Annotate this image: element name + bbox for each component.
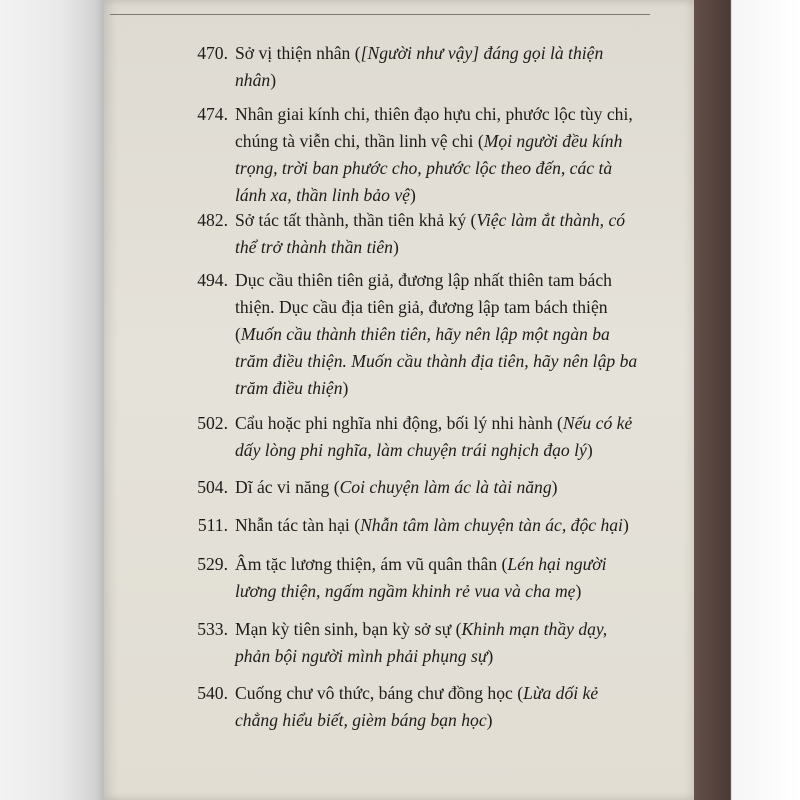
entry-number: 540. [197,683,228,703]
entry-translation: Coi chuyện làm ác là tài năng [339,477,552,497]
entry-470 [195,40,645,94]
entry-number: 529. [197,554,228,574]
entry-number: 533. [197,619,228,639]
entry-502 [195,410,645,464]
entry-text: Nhẫn tác tàn hại ( [235,515,361,535]
entry-close: ) [622,515,629,535]
entry-translation: Việc làm ắt thành, có thể trở thành thần tiên [235,210,626,257]
entry-text: Cuống chư vô thức, báng chư đồng học ( [235,683,524,703]
entry-translation: [Người như vậy] đáng gọi là thiện nhân [235,43,604,90]
entry-text: Sở tác tất thành, thần tiên khả ký ( [235,210,477,230]
entry-close: ) [392,237,399,257]
entry-number: 494. [197,270,228,290]
entry-494 [195,267,645,402]
entry-540 [195,680,645,734]
right-background [684,0,800,800]
entry-translation: Lén hại người lương thiện, ngấm ngầm khinh rẻ vua và cha mẹ [235,554,607,601]
entry-511 [195,512,645,539]
entry-number: 470. [197,43,228,63]
entry-close: ) [551,477,558,497]
entry-close: ) [575,581,582,601]
entry-533 [195,616,645,670]
entry-504 [195,474,645,501]
entry-translation: Mọi người đều kính trọng, trời ban phước cho, phước lộc theo đến, các tà lánh xa, thần linh bảo vệ [235,131,623,205]
entry-text: Cẩu hoặc phi nghĩa nhi động, bối lý nhi hành ( [235,413,563,433]
entry-text: Âm tặc lương thiện, ám vũ quân thân ( [235,554,508,574]
entry-translation: Khinh mạn thầy dạy, phản bội người mình phải phụng sự [235,619,608,666]
left-background [0,0,112,800]
top-rule [110,14,650,15]
entry-close: ) [487,646,494,666]
entry-number: 474. [197,104,228,124]
entry-translation: Lừa dối kẻ chẳng hiểu biết, gièm báng bạn học [235,683,599,730]
entry-text: Dĩ ác vi năng ( [235,477,340,497]
entry-text: Sở vị thiện nhân ( [235,43,361,63]
entry-text: Nhân giai kính chi, thiên đạo hựu chi, phước lộc tùy chi, chúng tà viễn chi, thần linh vệ chi ( [235,104,633,151]
entry-482 [195,207,645,261]
entry-number: 504. [197,477,228,497]
entry-close: ) [270,70,277,90]
entry-translation: Nếu có kẻ dấy lòng phi nghĩa, làm chuyện trái nghịch đạo lý [235,413,633,460]
entry-number: 502. [197,413,228,433]
entry-close: ) [409,185,416,205]
entry-529 [195,551,645,605]
entry-translation: Muốn cầu thành thiên tiên, hãy nên lập một ngàn ba trăm điều thiện. Muốn cầu thành địa tiên, hãy nên lập ba trăm điều thiện [235,324,638,398]
entry-474 [195,101,645,209]
entry-number: 482. [197,210,228,230]
entry-text: Dục cầu thiên tiên giả, đương lập nhất thiên tam bách thiện. Dục cầu địa tiên giả, đương lập tam bách thiện ( [235,270,612,344]
entry-close: ) [486,710,493,730]
entry-close: ) [586,440,593,460]
entry-text: Mạn kỳ tiên sinh, bạn kỳ sở sự ( [235,619,462,639]
entry-translation: Nhẫn tâm làm chuyện tàn ác, độc hại [360,515,623,535]
entry-close: ) [342,378,349,398]
entry-number: 511. [197,515,228,535]
